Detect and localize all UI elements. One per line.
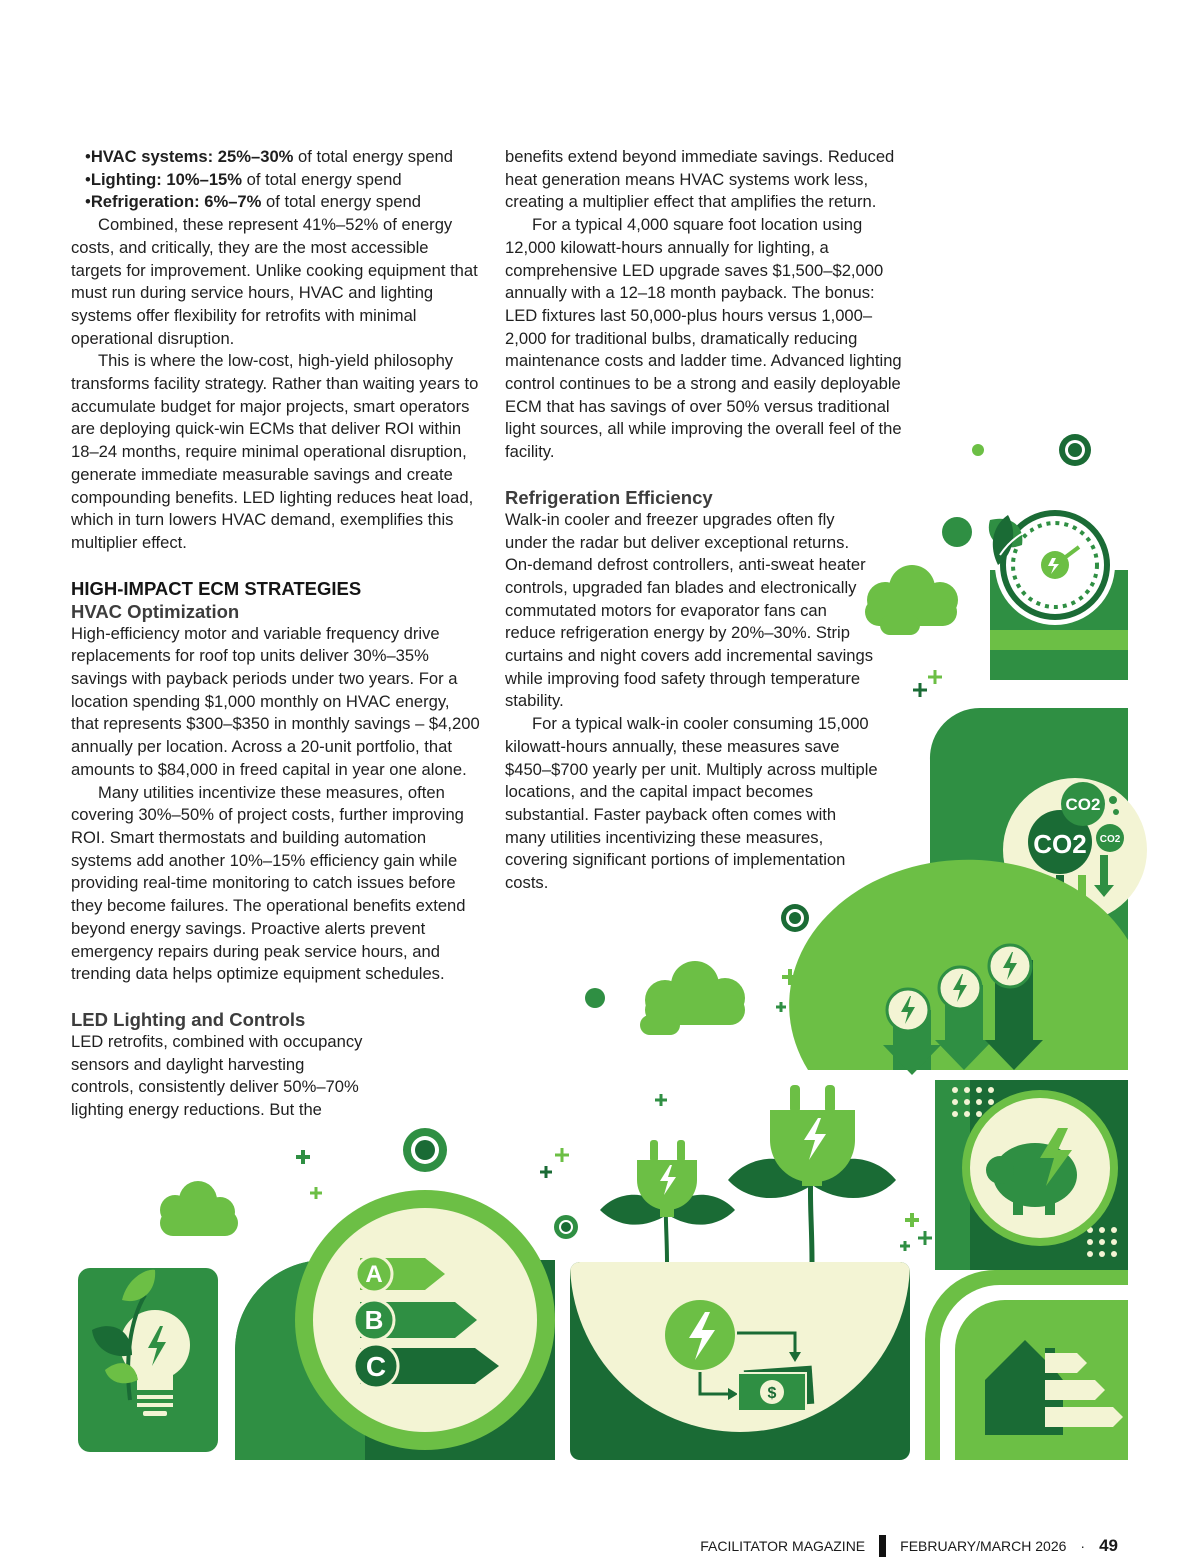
bullet-bold: Refrigeration: 6%–7% (90, 192, 262, 212)
dollar-sign: $ (767, 1385, 777, 1402)
publication-name: FACILITATOR MAGAZINE (700, 1538, 866, 1554)
subsection-heading: HVAC Optimization (71, 600, 240, 622)
house-rating-icon (925, 1270, 1128, 1460)
footer-divider (879, 1535, 886, 1557)
bullet-item: •HVAC systems: 25%–30% of total energy spend (85, 147, 454, 166)
subsection-heading: Refrigeration Efficiency (505, 486, 713, 508)
issue-date: FEBRUARY/MARCH 2026 (900, 1538, 1067, 1554)
bullet-item: •Lighting: 10%–15% of total energy spend (85, 169, 402, 189)
co2-label: CO2 (1065, 795, 1101, 814)
bullet-text: of total energy spend (293, 147, 454, 166)
paragraph: For a typical 4,000 square foot location using 12,000 kilowatt-hours annually for lighting, a comprehensive LED upgrade saves $1,500–$2,000 annually with a 12–18 month payback. The bonus: LED fixtures last 50,000-plus hours versus 1,000–2,000 for traditional bulbs, dramatically reducing maintenance costs and ladder time. Advanced lighting control continues to be a strong and easily deployable ECM that has savings of over 50% versus traditional light sources, all while improving the overall feel of the facility. (505, 215, 902, 462)
paragraph: benefits extend beyond immediate savings. Reduced heat generation means HVAC systems work less, creating a multiplier effect that amplifies the return. (505, 147, 895, 212)
piggy-bank-bolt-icon (935, 1080, 1128, 1270)
subsection-heading: LED Lighting and Controls (71, 1008, 306, 1030)
rating-a: A (365, 1261, 383, 1288)
gauge-leaf-icon (989, 505, 1128, 680)
lightbulb-leaf-icon (78, 1268, 218, 1452)
right-column (505, 146, 903, 895)
bolt-to-money-icon (570, 1262, 910, 1460)
paragraph: Many utilities incentivize these measures, often covering 30%–50% of project costs, further improving ROI. Smart thermostats and building automation systems add another 10%–15% efficiency gain while providing real-time monitoring to catch issues before they become failures. The operational benefits extend beyond energy savings. Proactive alerts prevent emergency repairs during peak service hours, and trending data helps optimize equipment schedules. (71, 782, 466, 984)
footer-separator: · (1080, 1538, 1086, 1554)
paragraph: High-efficiency motor and variable frequency drive replacements for roof top units deliver 30%–35% savings with payback periods under two years. For a location spending $1,000 monthly on HVAC energy, that represents $300–$350 in monthly savings – $4,200 annually per location. Across a 20-unit portfolio, that amounts to $84,000 in freed capital in year one alone. (71, 623, 480, 779)
rating-b: B (364, 1305, 384, 1335)
paragraph: Combined, these represent 41%–52% of energy costs, and critically, they are the most accessible targets for improvement. Unlike cooking equipment that must run during service hours, HVAC and lighting systems offer flexibility for retrofits with minimal operational disruption. (71, 215, 478, 348)
rating-c: C (365, 1351, 387, 1382)
paragraph: This is where the low-cost, high-yield philosophy transforms facility strategy. Rather than waiting years to accumulate budget for major projects, smart operators are deploying quick-win ECMs that deliver ROI within 18–24 months, require minimal operational disruption, generate immediate measurable savings and create compounding benefits. LED lighting reduces heat load, which in turn lowers HVAC demand, exemplifies this multiplier effect. (71, 351, 479, 552)
paragraph: Walk-in cooler and freezer upgrades often fly under the radar but deliver exceptional returns. On-demand defrost controllers, anti-sweat heater controls, upgraded fan blades and electronically commutated motors for evaporator fans can reduce refrigeration energy by 20%–30%. Strip curtains and night covers add incremental savings while improving food safety through temperature stability. (505, 509, 874, 711)
bullet-item: •Refrigeration: 6%–7% of total energy spend (85, 192, 422, 212)
page-number: 49 (1099, 1536, 1118, 1555)
co2-label: CO2 (1099, 834, 1121, 845)
bullet-bold: Lighting: 10%–15% (90, 169, 243, 189)
paragraph: LED retrofits, combined with occupancy sensors and daylight harvesting controls, consistently deliver 50%–70% lighting energy reductions. But the (71, 1031, 363, 1120)
section-heading: HIGH-IMPACT ECM STRATEGIES (71, 577, 362, 599)
bullet-text: of total energy spend (242, 169, 402, 189)
paragraph: For a typical walk-in cooler consuming 15,000 kilowatt-hours annually, these measures save $450–$700 yearly per unit. Multiply across multiple locations, and the capital impact becomes substantial. Faster payback often comes with many utilities incentivizing these measures, covering significant portions of implementation costs. (505, 714, 878, 893)
cloud-icon (160, 1181, 238, 1236)
plug-plant-icon (600, 1085, 896, 1262)
co2-label: CO2 (1033, 829, 1087, 859)
bullet-bold: HVAC systems: 25%–30% (90, 147, 294, 166)
bullet-text: of total energy spend (261, 192, 422, 212)
cloud-icon (640, 961, 745, 1035)
page-footer (700, 1536, 1118, 1556)
left-column (71, 146, 481, 1122)
energy-rating-icon (235, 1190, 555, 1460)
